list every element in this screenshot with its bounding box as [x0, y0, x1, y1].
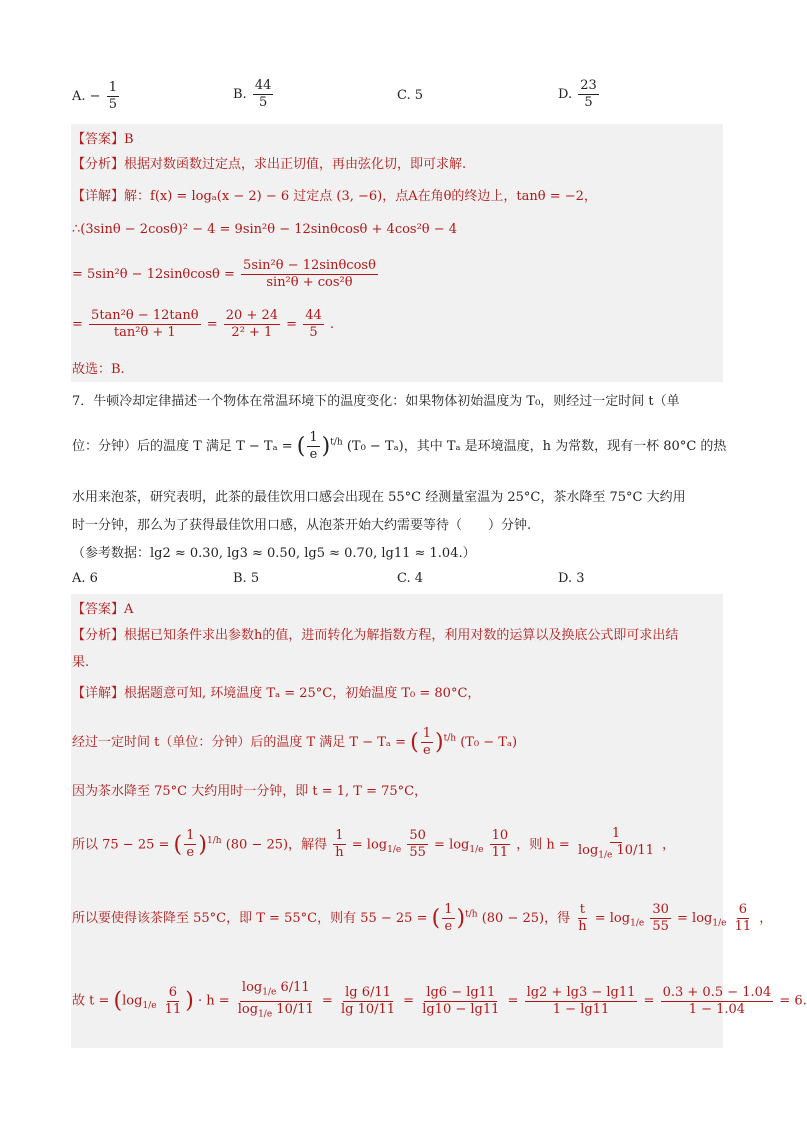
q7-detail-line5: 所以要使得该茶降至 55°C，即 T = 55°C，则有 55 − 25 = ( $\frac{1}{e}$ )$^{t/h}$ (80 − 25)，得 $\frac{t}{h}$ = $\log_{1/e}$ $\frac{30}{55}$ = $\log_{1/e}$ $\frac{6}{11}$ ，	[72, 902, 773, 934]
q7-detail-line1: 【详解】根据题意可知, 环境温度 Tₐ = 25°C，初始温度 T₀ = 80°C，	[72, 686, 481, 701]
q6-detail-line4: = $\frac{\text{5tan²θ − 12tanθ}}{\text{tan²θ + 1}}$ = $\frac{20 + 24}{\text{2² + 1}}$ = $\frac{44}{5}$ .	[72, 308, 335, 340]
q6-choose: 故选：B.	[72, 362, 125, 377]
q7-detail-line6: 故 $t = (\log_{1/e}$ $\frac{6}{11}$ ) · h = $\frac{\log_{1/e} 6/11}{\log_{1/e} 10/11}$ = $\frac{\lg 6/11}{\lg 10/11}$ = $\frac{\lg 6 - \lg 11}{\lg 10 - \lg 11}$ = $\frac{\lg 2 + \lg 3 - \lg 11}{1 - \lg 11}$ = $\frac{0.3 + 0.5 - 1.04}{1 - 1.04}$ = 6.	[72, 980, 807, 1020]
q7-stem-line3: 水用来泡茶，研究表明，此茶的最佳饮用口感会出现在 55°C 经测量室温为 25°C，茶水降至 75°C 大约用	[72, 490, 686, 505]
q7-option-d: D. 3	[558, 571, 585, 586]
q7-answer: 【答案】A	[72, 602, 134, 617]
q7-analysis-line2: 果.	[72, 655, 90, 670]
q6-answer: 【答案】B	[72, 132, 134, 147]
q7-detail-line4: 所以 75 − 25 = ( $\frac{1}{e}$ )$^{1/h}$ (80 − 25)，解得 $\frac{1}{h}$ = $\log_{1/e}$ $\frac{50}{55}$ = $\log_{1/e}$ $\frac{10}{11}$ ，则 h = $\frac{1}{\log_{1/e} 10/11}$ ，	[72, 826, 676, 861]
option-c: C. 5	[397, 88, 424, 103]
q6-analysis: 【分析】根据对数函数过定点，求出正切值，再由弦化切，即可求解.	[72, 157, 467, 172]
q6-detail-line2: ∴(3sinθ − 2cosθ)² − 4 = 9sin²θ − 12sinθcosθ + 4cos²θ − 4	[72, 222, 458, 237]
q7-analysis-line1: 【分析】根据已知条件求出参数h的值，进而转化为解指数方程，利用对数的运算以及换底公式即可求出结	[72, 628, 679, 643]
q7-detail-line2: 经过一定时间 t（单位：分钟）后的温度 T 满足 T − Tₐ = ( $\frac{1}{e}$ )$^{t/h}$ (T₀ − Tₐ)	[72, 726, 518, 758]
q7-option-b: B. 5	[233, 571, 260, 586]
q6-detail-line1: 【详解】解：f(x) = logₐ(x − 2) − 6 过定点 (3, −6)，点A在角θ的终边上，tanθ = −2，	[72, 189, 597, 204]
q7-stem-line4: 时一分钟，那么为了获得最佳饮用口感，从泡茶开始大约需要等待（ ）分钟.	[72, 518, 532, 533]
q7-option-a: A. 6	[72, 571, 98, 586]
q7-stem-line1: 7．牛顿冷却定律描述一个物体在常温环境下的温度变化：如果物体初始温度为 T₀，则经过一定时间 t（单	[72, 394, 680, 409]
option-d: D. $\frac{23}{5}$	[558, 78, 597, 110]
q7-option-c: C. 4	[397, 571, 424, 586]
q7-reference-data: （参考数据：lg2 ≈ 0.30, lg3 ≈ 0.50, lg5 ≈ 0.70, lg11 ≈ 1.04.）	[72, 546, 476, 561]
q7-detail-line3: 因为茶水降至 75°C 大约用时一分钟，即 t = 1, T = 75°C，	[72, 784, 428, 799]
option-a: A. − $\frac{1}{5}$	[72, 80, 117, 112]
option-b: B. $\frac{44}{5}$	[233, 78, 272, 110]
q7-stem-line2: 位：分钟）后的温度 T 满足 T − Tₐ = ( $\frac{1}{e}$ )$^{t/h}$ (T₀ − Tₐ)，其中 Tₐ 是环境温度，h 为常数，现有一杯 80°C 的热	[72, 430, 727, 462]
q6-detail-line3: = 5sin²θ − 12sinθcosθ = $\frac{\text{5sin²θ − 12sinθcosθ}}{\text{sin²θ + cos²θ}}$	[72, 258, 376, 290]
